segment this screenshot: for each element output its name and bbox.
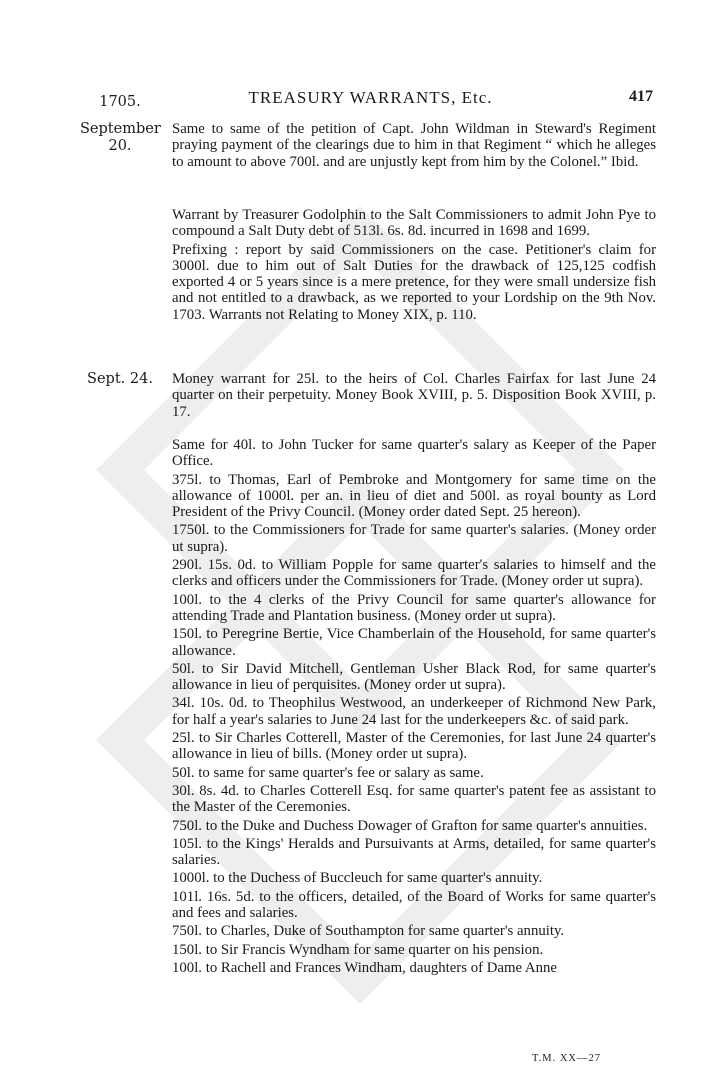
margin-date-sept24: Sept. 24. — [87, 371, 153, 387]
entry-text: Prefixing : report by said Commissioners on the case. Petitioner's claim for 3000l. due to him out of Salt Duties for the drawback of 125,125 codfish exported 4 or 5 years since is a mere pretence, for they were small undersize fish and not entitled to a drawback, as we reported to your Lordship on the 9th Nov. 1703. Warrants not Relating to Money XIX, p. 110. — [172, 241, 656, 323]
list-item: 50l. to same for same quarter's fee or salary as same. — [172, 764, 484, 781]
entry-text: Same to same of the petition of Capt. John Wildman in Steward's Regiment praying payment of the clearings due to him in that Regiment “ which he alleges to amount to above 700l. and are unjustly kept from him by the Colonel.” Ibid. — [172, 121, 656, 170]
list-item: 30l. 8s. 4d. to Charles Cotterell Esq. for same quarter's patent fee as assistant to the Master of the Ceremonies. — [172, 782, 656, 816]
list-item: 25l. to Sir Charles Cotterell, Master of the Ceremonies, for last June 24 quarter's allowance in lieu of bills. (Money order ut supra). — [172, 730, 656, 763]
entry-text: Warrant by Treasurer Godolphin to the Salt Commissioners to admit John Pye to compound a Salt Duty debt of 513l. 6s. 8d. incurred in 1698 and 1699. — [172, 207, 656, 240]
margin-date-day: 20. — [108, 138, 132, 154]
margin-year: 1705. — [99, 94, 141, 110]
signature-mark: T.M. XX—27 — [532, 1053, 602, 1064]
list-item: 750l. to the Duke and Duchess Dowager of Grafton for same quarter's annuities. — [172, 817, 648, 834]
entry-petition-wildman — [172, 121, 656, 172]
list-item: 375l. to Thomas, Earl of Pembroke and Montgomery for same time on the allowance of 1000l. per an. in lieu of diet and 500l. as royal bounty as Lord President of the Privy Council. (Money order dated Sept. 25 hereon). — [172, 471, 656, 521]
margin-date-month: September — [80, 121, 161, 137]
list-item: Same for 40l. to John Tucker for same quarter's salary as Keeper of the Paper Office. — [172, 437, 656, 470]
list-item: 1750l. to the Commissioners for Trade for same quarter's salaries. (Money order ut supra). — [172, 522, 656, 555]
entry-warrant-pye — [172, 207, 656, 325]
page-header — [88, 88, 653, 114]
list-item: 290l. 15s. 0d. to William Popple for same quarter's salaries to himself and the clerks and officers under the Commissioners for Trade. (Money order ut supra). — [172, 557, 656, 590]
list-item: 34l. 10s. 0d. to Theophilus Westwood, an underkeeper of Richmond New Park, for half a year's salaries to June 24 last for the underkeepers &c. of said park. — [172, 695, 656, 728]
entry-money-warrant-fairfax — [172, 371, 656, 422]
running-title: TREASURY WARRANTS, Etc. — [248, 88, 493, 107]
list-item: 150l. to Peregrine Bertie, Vice Chamberlain of the Household, for same quarter's allowance. — [172, 626, 656, 659]
list-item: 105l. to the Kings' Heralds and Pursuivants at Arms, detailed, for same quarter's salaries. — [172, 835, 656, 869]
page-number: 417 — [629, 88, 653, 105]
list-item: 150l. to Sir Francis Wyndham for same quarter on his pension. — [172, 941, 544, 958]
list-item: 1000l. to the Duchess of Buccleuch for same quarter's annuity. — [172, 870, 543, 887]
list-item: 50l. to Sir David Mitchell, Gentleman Usher Black Rod, for same quarter's allowance in lieu of perquisites. (Money order ut supra). — [172, 660, 656, 694]
list-item: 101l. 16s. 5d. to the officers, detailed, of the Board of Works for same quarter's and fees and salaries. — [172, 888, 656, 922]
list-item: 750l. to Charles, Duke of Southampton for same quarter's annuity. — [172, 923, 565, 940]
entry-text: Money warrant for 25l. to the heirs of Col. Charles Fairfax for last June 24 quarter on their perpetuity. Money Book XVIII, p. 5. Disposition Book XVIII, p. 17. — [172, 371, 656, 420]
list-item: 100l. to the 4 clerks of the Privy Council for same quarter's allowance for attending Trade and Plantation business. (Money order ut supra). — [172, 591, 656, 624]
entry-list — [172, 437, 656, 978]
list-item: 100l. to Rachell and Frances Windham, daughters of Dame Anne — [172, 959, 557, 976]
